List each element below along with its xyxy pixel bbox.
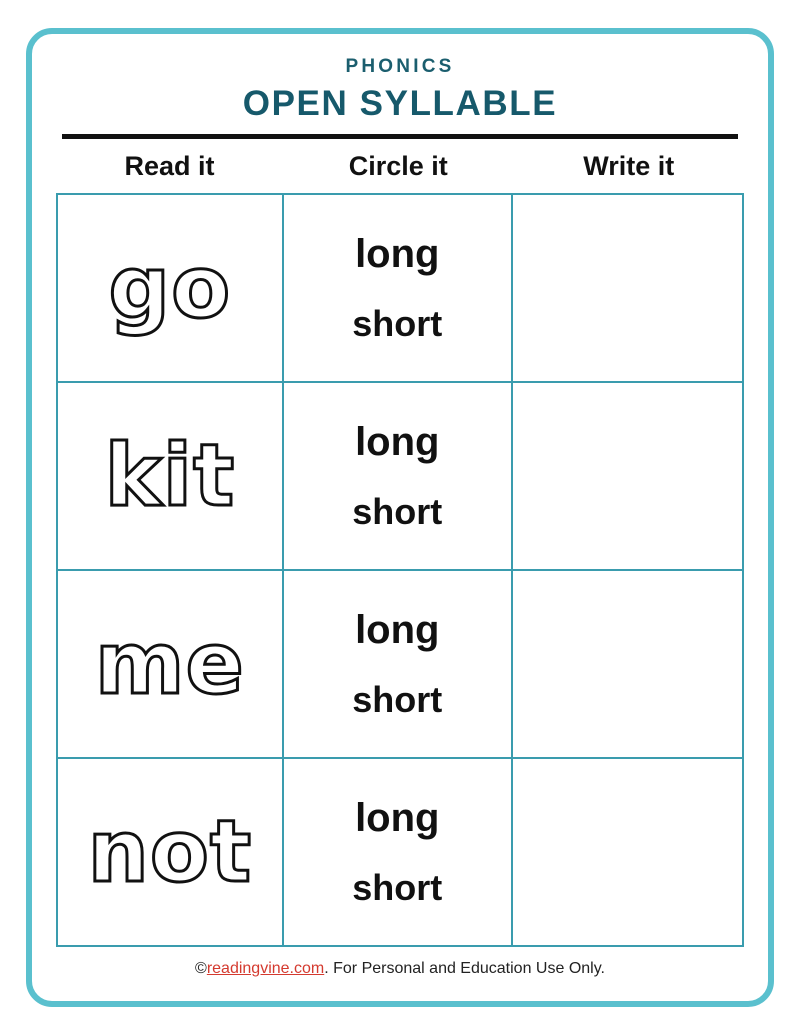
word-outline: me <box>94 614 245 714</box>
worksheet-table <box>56 193 744 947</box>
option-short[interactable]: short <box>352 678 443 720</box>
cell-write-answer[interactable] <box>513 759 742 945</box>
cell-read-word <box>58 195 284 381</box>
option-short[interactable]: short <box>352 866 443 908</box>
table-row <box>58 759 742 945</box>
option-short[interactable]: short <box>352 302 443 344</box>
cell-read-word <box>58 571 284 757</box>
word-outline: not <box>87 802 253 902</box>
worksheet-kicker: PHONICS <box>345 56 455 77</box>
footer-copyright: © <box>195 960 207 977</box>
page-title: OPEN SYLLABLE <box>242 84 558 123</box>
option-long[interactable]: long <box>355 419 440 464</box>
cell-circle-options <box>284 195 513 381</box>
cell-read-word <box>58 759 284 945</box>
worksheet-sheet <box>26 28 774 1007</box>
cell-write-answer[interactable] <box>513 195 742 381</box>
option-long[interactable]: long <box>355 231 440 276</box>
table-row <box>58 195 742 383</box>
column-header-circle: Circle it <box>348 150 448 181</box>
word-outline: kit <box>104 426 236 526</box>
footer-text: . For Personal and Education Use Only. <box>324 960 605 977</box>
option-long[interactable]: long <box>355 607 440 652</box>
footer-credit <box>56 947 744 991</box>
cell-circle-options <box>284 383 513 569</box>
cell-circle-options <box>284 571 513 757</box>
table-row <box>58 383 742 571</box>
column-header-write: Write it <box>583 150 675 181</box>
word-outline: go <box>108 238 232 338</box>
cell-read-word <box>58 383 284 569</box>
table-row <box>58 571 742 759</box>
cell-write-answer[interactable] <box>513 571 742 757</box>
option-short[interactable]: short <box>352 490 443 532</box>
column-header-read: Read it <box>124 150 215 181</box>
cell-write-answer[interactable] <box>513 383 742 569</box>
option-long[interactable]: long <box>355 795 440 840</box>
cell-circle-options <box>284 759 513 945</box>
footer-brand-link[interactable]: readingvine.com <box>206 960 325 977</box>
column-headers <box>56 139 744 193</box>
